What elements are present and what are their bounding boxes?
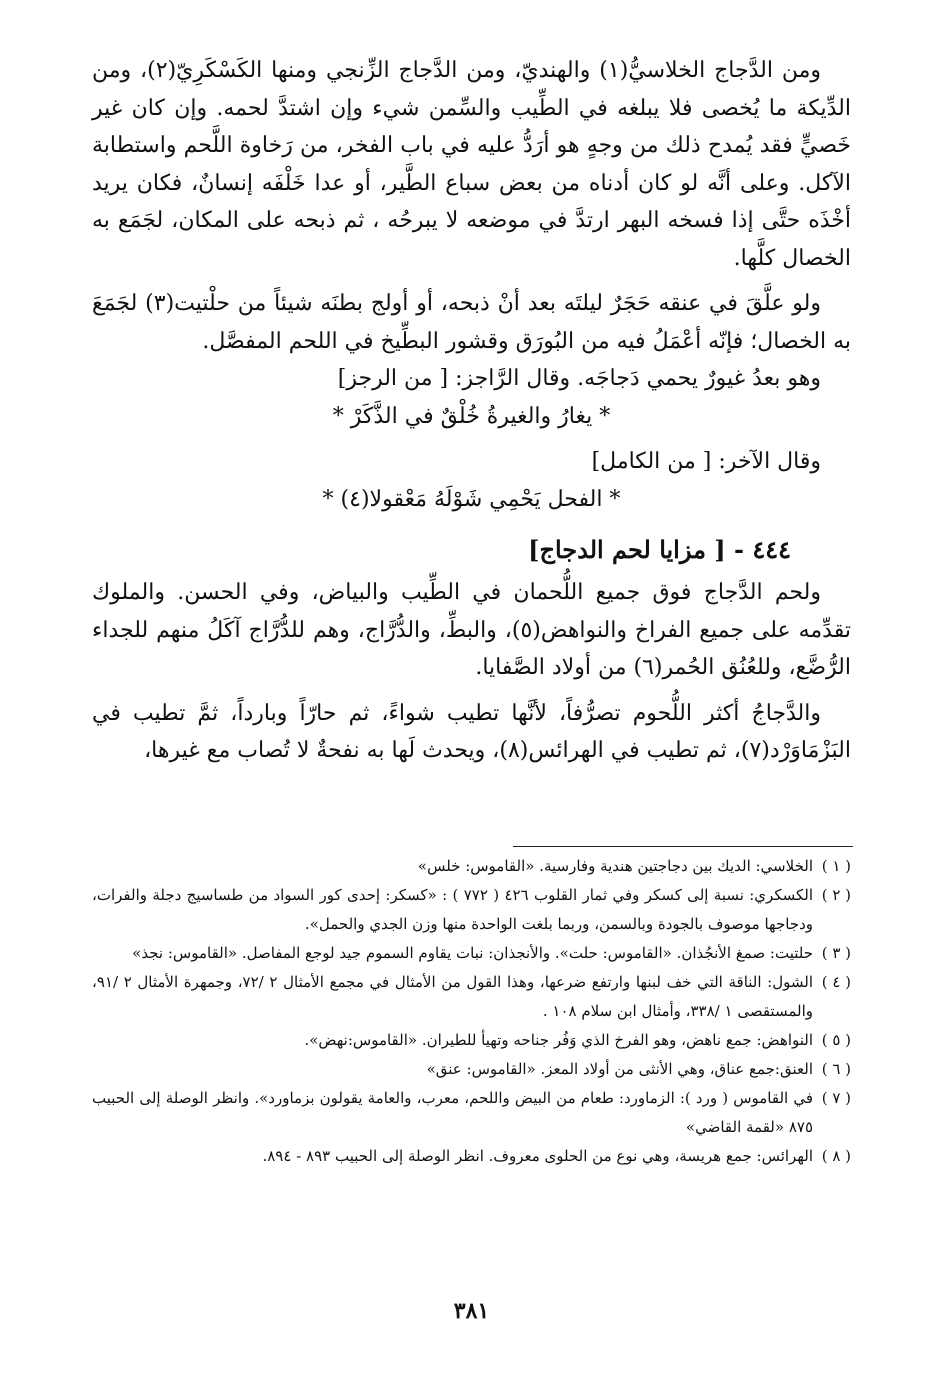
paragraph-5: ولحم الدَّجاج فوق جميع اللُّحمان في الطِّيب والبياض، وفي الحسن. والملوك تقدِّمه على جميع الفراخ والنواهض(٥)، والبطِّ، والدُّرَّاج، وهم للدُّرَّاج آكَلُ منهم للجداء الرُّضَّع، وللعُنُق الحُمر(٦) من أولاد الصَّفايا. (92, 580, 851, 680)
footnote-text: الهرائس: جمع هريسة، وهي نوع من الحلوى معروف. انظر الوصلة إلى الحبيب ٨٩٣ - ٨٩٤. (262, 1147, 813, 1165)
footnote-number: ( ٧ ) (821, 1089, 851, 1107)
footnote (92, 1055, 851, 1084)
footnote-number: ( ٤ ) (821, 973, 851, 991)
footnote (92, 852, 851, 881)
footnote-text: الخلاسي: الديك بين دجاجتين هندية وفارسية. «القاموس: خلس» (417, 857, 813, 875)
footnote (92, 1084, 851, 1142)
footnote-number: ( ١ ) (821, 857, 851, 875)
paragraph-1: ومن الدَّجاج الخلاسيُّ(١) والهنديّ، ومن الدَّجاج الزِّنجي ومنها الكَسْكَرِيّ(٢)، ومن الدِّيكة ما يُخصى فلا يبلغه في الطِّيب والسِّمن شيء وإن اشتدَّ لحمه. وإن كان غير خَصيٍّ فقد يُمدح ذلك من وجهٍ هو أرَدُّ عليه في باب الفخر، من رَخاوة اللَّحم واستطابة الآكل. وعلى أنَّه لو كان أدناه من بعض سباع الطَّير، أو عدا خَلْفَه إنسانٌ، فكان يريد أخْذَه حتَّى إذا فسخه البهر ارتدَّ في موضعه لا يبرحُه ، ثم ذبحه على المكان، لجَمَع به الخصال كلَّها. (92, 58, 851, 271)
footnote-text: الكسكري: نسبة إلى كسكر وفي ثمار القلوب ٤٢٦ ( ٧٧٢ ) : «كسكر: إحدى كور السواد من طساسيج دجلة والفرات، ودجاجها موصوف بالجودة وبالسمن، وربما بلغت الواحدة منها وزن الجدي والحمل». (92, 886, 814, 933)
footnote (92, 1026, 851, 1055)
footnote-text: الشول: الناقة التي خف لبنها وارتفع ضرعها، وهذا القول من الأمثال في مجمع الأمثال ٢ /٧٢، وجمهرة الأمثال ٢ /٩١، والمستقصى ١ /٣٣٨، وأمثال ابن سلام ١٠٨ . (92, 973, 814, 1020)
footnote (92, 939, 851, 968)
footnote-number: ( ٨ ) (821, 1147, 851, 1165)
footnotes (92, 852, 851, 1171)
section-heading: ٤٤٤ - [ مزايا لحم الدجاج] (528, 535, 791, 564)
footnote-text: حلتيت: صمغ الأنجُذان. «القاموس: حلت». والأنجذان: نبات يقاوم السموم جيد لوجع المفاصل. «القاموس: نجذ» (132, 944, 813, 962)
page-number: ٣٨١ (453, 1298, 490, 1324)
footnote-number: ( ٣ ) (821, 944, 851, 962)
paragraph-4: وقال الآخر: [ من الكامل] (591, 449, 821, 474)
footnote-text: العنق:جمع عناق، وهي الأنثى من أولاد المعز. «القاموس: عنق» (426, 1060, 813, 1078)
footnote-text: في القاموس ( ورد ): الزماورد: طعام من البيض واللحم، معرب، والعامة يقولون بزماورد». وانظر الوصلة إلى الحبيب ٨٧٥ «لقمة القاضي» (92, 1089, 813, 1136)
footnote-number: ( ٢ ) (821, 886, 851, 904)
footnote (92, 968, 851, 1026)
footnote-separator (513, 846, 853, 847)
paragraph-6: والدَّجاجُ أكثر اللُّحوم تصرُّفاً، لأنَّها تطيب شواءً، ثم حارّاً وبارداً، ثمَّ تطيب في البَزْمَاوَرْد(٧)، ثم تطيب في الهرائس(٨)، ويحدث لَها به نفحةٌ لا تُصاب مع غيرها، (92, 700, 851, 763)
footnote-text: النواهض: جمع ناهض، وهو الفرخ الذي وَفُر جناحه وتهيأ للطيران. «القاموس:نهض». (304, 1031, 813, 1049)
verse-2: * الفحل يَحْمِي شَوْلَهُ مَعْقولا(٤) * (322, 486, 621, 512)
main-text (92, 52, 851, 770)
footnote (92, 881, 851, 939)
verse-1: * يغارُ والغيرةُ خُلْقٌ في الذَّكَرْ * (332, 403, 611, 429)
paragraph-3: وهو بعدُ غيورٌ يحمي دَجاجَه. وقال الرَّاجز: [ من الرجز] (337, 366, 821, 391)
footnote-number: ( ٦ ) (821, 1060, 851, 1078)
paragraph-2: ولو علَّقَ في عنقه حَجَرٌ ليلتَه بعد أنْ ذبحه، أو أولج بطنَه شيئاً من حلْتيت(٣) لجَمَعَ به الخصال؛ فإنّه أعْمَلُ فيه من البُورَق وقشور البطِّيخ في اللحم المفصَّل. (92, 291, 851, 354)
footnote-number: ( ٥ ) (821, 1031, 851, 1049)
footnote (92, 1142, 851, 1171)
